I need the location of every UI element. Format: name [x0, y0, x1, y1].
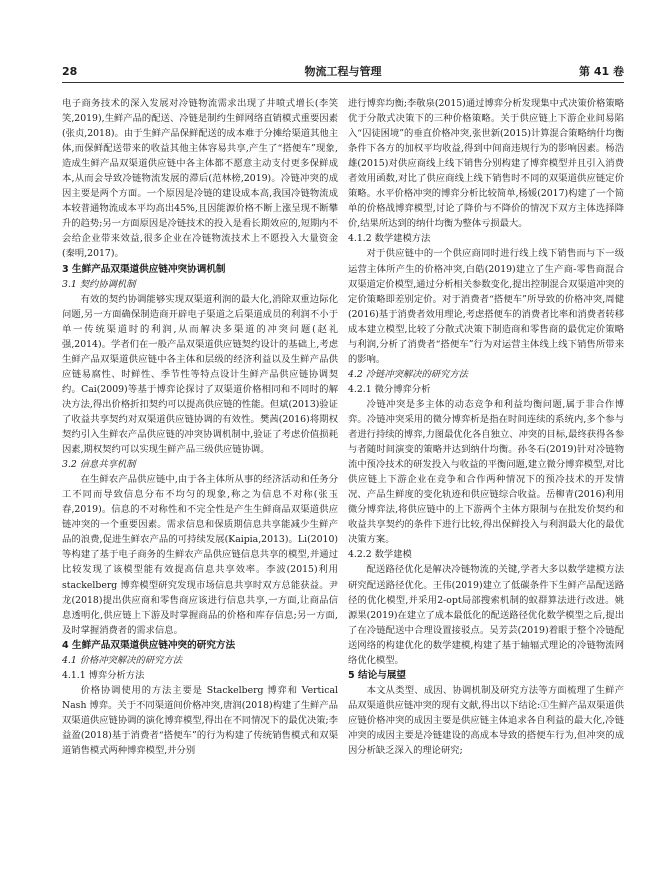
- subsubsection-heading: 4.2.2 数学建模: [348, 549, 412, 561]
- subsection-heading: 4.2 冷链冲突解决的研究方法: [348, 368, 469, 380]
- header-rule: [62, 82, 624, 83]
- body-paragraph: 价格协调使用的方法主要是 Stackelberg 博弈和 Vertical Nash 博弈。关于不同渠道间价格冲突,唐润(2018)构建了生鲜产品双渠道供应链协调的演化博弈模型,得出在不同情况下的最优决策;李益盈(2018)基于消费者“搭便车”的行为构建了传统销售模式和双渠道销售模式两种博弈模型,并分别: [62, 684, 338, 757]
- section-heading: 4 生鲜产品双渠道供应链冲突的研究方法: [62, 639, 236, 651]
- body-paragraph: 进行博弈均衡;李敬泉(2015)通过博弈分析发现集中式决策价格策略优于分散式决策下的三种价格策略。关于供应链上下游企业间易陷入“囚徒困境”的垂直价格冲突,张世新(2015)计算混合策略纳什均衡条件下各方的加权平均收益,得到中间商违规行为的影响因素。杨浩雄(2015)对供应商线上线下销售分别构建了博弈模型并且引入消费者效用函数,对比了供应商线上线下销售时不同的双渠道供应链定价策略。水平价格冲突的博弈分析比较简单,杨媛(2017)构建了一个简单的价格战博弈模型,讨论了降价与不降价的情况下双方主体选择降价,结果所达到的纳什均衡为整体亏损最大。: [348, 98, 624, 230]
- page-number: 28: [62, 65, 78, 78]
- body-paragraph: 本文从类型、成因、协调机制及研究方法等方面梳理了生鲜产品双渠道供应链冲突的现有文献,得出以下结论:①生鲜产品双渠道供应链价格冲突的成因主要是供应链主体追求各自利益的最大化,冷链冲突的成因主要是冷链建设的高成本导致的搭便车行为,但冲突的成因分析缺乏深入的理论研究;: [348, 684, 624, 757]
- journal-title: 物流工程与管理: [304, 65, 382, 78]
- body-paragraph: 在生鲜农产品供应链中,由于各主体所从事的经济活动和任务分工不同而导致信息分布不均匀的现象,称之为信息不对称(张玉春,2019)。信息的不对称性和不完全性是产生生鲜商品双渠道供应链冲突的一个重要因素。需求信息和保质期信息共享能减少生鲜产品的浪费,促进生鲜农产品的可持续发展(Kaipia,2013)。Li(2010)等构建了基于电子商务的生鲜农产品供应链信息共享的模型,并通过比较发现了该模型能有效提高信息共享效率。李波(2015)利用 stackelberg 博弈模型研究发现市场信息共享时双方总能获益。尹龙(2018)提出供应商和零售商应该进行信息共享,一方面,让商品信息透明化,供应链上下游及时掌握商品的价格和库存信息;另一方面,及时掌握消费者的需求信息。: [62, 474, 338, 636]
- body-paragraph: 有效的契约协调能够实现双渠道利润的最大化,消除双重边际化问题,另一方面确保制造商开辟电子渠道之后渠道成员的利润不小于单一传统渠道时的利润,从而解决多渠道的冲突问题(赵礼强,2014)。学者们在一般产品双渠道供应链契约设计的基础上,考虑生鲜产品双渠道供应链中各主体和层级的经济利益以及生鲜产品供应链易腐性、时鲜性、季节性等特点设计生鲜产品供应链协调契约。Cai(2009)等基于博弈论探讨了双渠道价格相同和不同时的解决方法,得出价格折扣契约可以提高供应链的性能。但斌(2013)验证了收益共享契约对双渠道供应链协调的有效性。樊茜(2016)将期权契约引入生鲜农产品供应链的冲突协调机制中,验证了考虑价值损耗因素,期权契约可以实现生鲜产品三级供应链协调。: [62, 293, 338, 456]
- body-paragraph: 配送路径优化是解决冷链物流的关键,学者大多以数学建模方法研究配送路径优化。王伟(2019)建立了低碳条件下生鲜产品配送路径的优化模型,并采用2-opt局部搜索机制的蚁群算法进行改进。姚源果(2019)在建立了成本最低化的配送路径优化数学模型之后,提出了在冷链配送中合理设置接驳点。吴芳芸(2019)着眼于整个冷链配送网络的构建优化的数学建模,构建了基于轴辐式理论的冷链物流网络优化模型。: [348, 564, 624, 666]
- volume-label: 第 41 卷: [579, 65, 624, 78]
- section-heading: 5 结论与展望: [348, 669, 406, 681]
- subsection-heading: 4.1 价格冲突解决的研究方法: [62, 654, 183, 666]
- subsubsection-heading: 4.1.2 数学建模方法: [348, 233, 431, 245]
- subsection-heading: 3.1 契约协调机制: [62, 278, 136, 290]
- subsection-heading: 3.2 信息共享机制: [62, 459, 136, 471]
- running-header: [62, 64, 624, 80]
- left-column: [62, 96, 338, 886]
- right-column: [348, 96, 624, 886]
- subsubsection-heading: 4.2.1 微分博弈分析: [348, 383, 431, 395]
- body-paragraph: 对于供应链中的一个供应商同时进行线上线下销售而与下一级运营主体所产生的价格冲突,白皓(2019)建立了生产商-零售商混合双渠道定价模型,通过分析相关参数变化,提出控制混合双渠道冲突的定价策略即差别定价。对于消费者“搭便车”所导致的价格冲突,周健(2016)基于消费者效用理论,考虑搭便车的消费者比率和消费者转移成本建立模型,比较了分散式决策下制造商和零售商的最优定价策略与利润,分析了消费者“搭便车”行为对运营主体线上线下销售所带来的影响。: [348, 248, 624, 365]
- subsubsection-heading: 4.1.1 博弈分析方法: [62, 669, 145, 681]
- body-paragraph: 电子商务技术的深入发展对冷链物流需求出现了井喷式增长(李笑笑,2019),生鲜产品的配送、冷链是制约生鲜网络直销模式重要因素(张贞,2018)。由于生鲜产品保鲜配送的成本难于分摊给渠道其他主体,而保鲜配送带来的收益其他主体容易共享,产生了“搭便车”现象,造成生鲜产品双渠道供应链中各主体都不愿意主动支付更多保鲜成本,从而会导致冷链物流发展的滞后(范林榜,2019)。冷链冲突的成因主要是两个方面。一个原因是冷链的建设成本高,我国冷链物流成本较普通物流成本平均高出45%,且因能源价格不断上涨呈现不断攀升的趋势;另一方面原因是冷链技术的投入是看长期效应的,短期内不会给企业带来效益,很多企业在冷链物流技术上不愿投入大量资金(秦明,2017)。: [62, 98, 338, 260]
- body-paragraph: 冷链冲突是多主体的动态竞争和利益均衡问题,属于非合作博弈。冷链冲突采用的微分博弈析是指在时间连续的系统内,多个参与者进行持续的博弈,力图最优化各自独立、冲突的目标,最终获得各参与者随时间演变的策略并达到纳什均衡。孙冬石(2019)针对冷链物流中预冷技术的研发投入与收益的平衡问题,建立微分博弈模型,对比供应链上下游企业在竞争和合作两种情况下的预冷技术的开发情况、产品生鲜度的变化轨迹和供应链综合收益。岳柳青(2016)利用微分博弈法,将供应链中的上下游两个主体方限制与在批发价契约和收益共享契约的条件下进行比较,得出保鲜投入与利润最大化的最优决策方案。: [348, 398, 624, 546]
- section-heading: 3 生鲜产品双渠道供应链冲突协调机制: [62, 263, 226, 275]
